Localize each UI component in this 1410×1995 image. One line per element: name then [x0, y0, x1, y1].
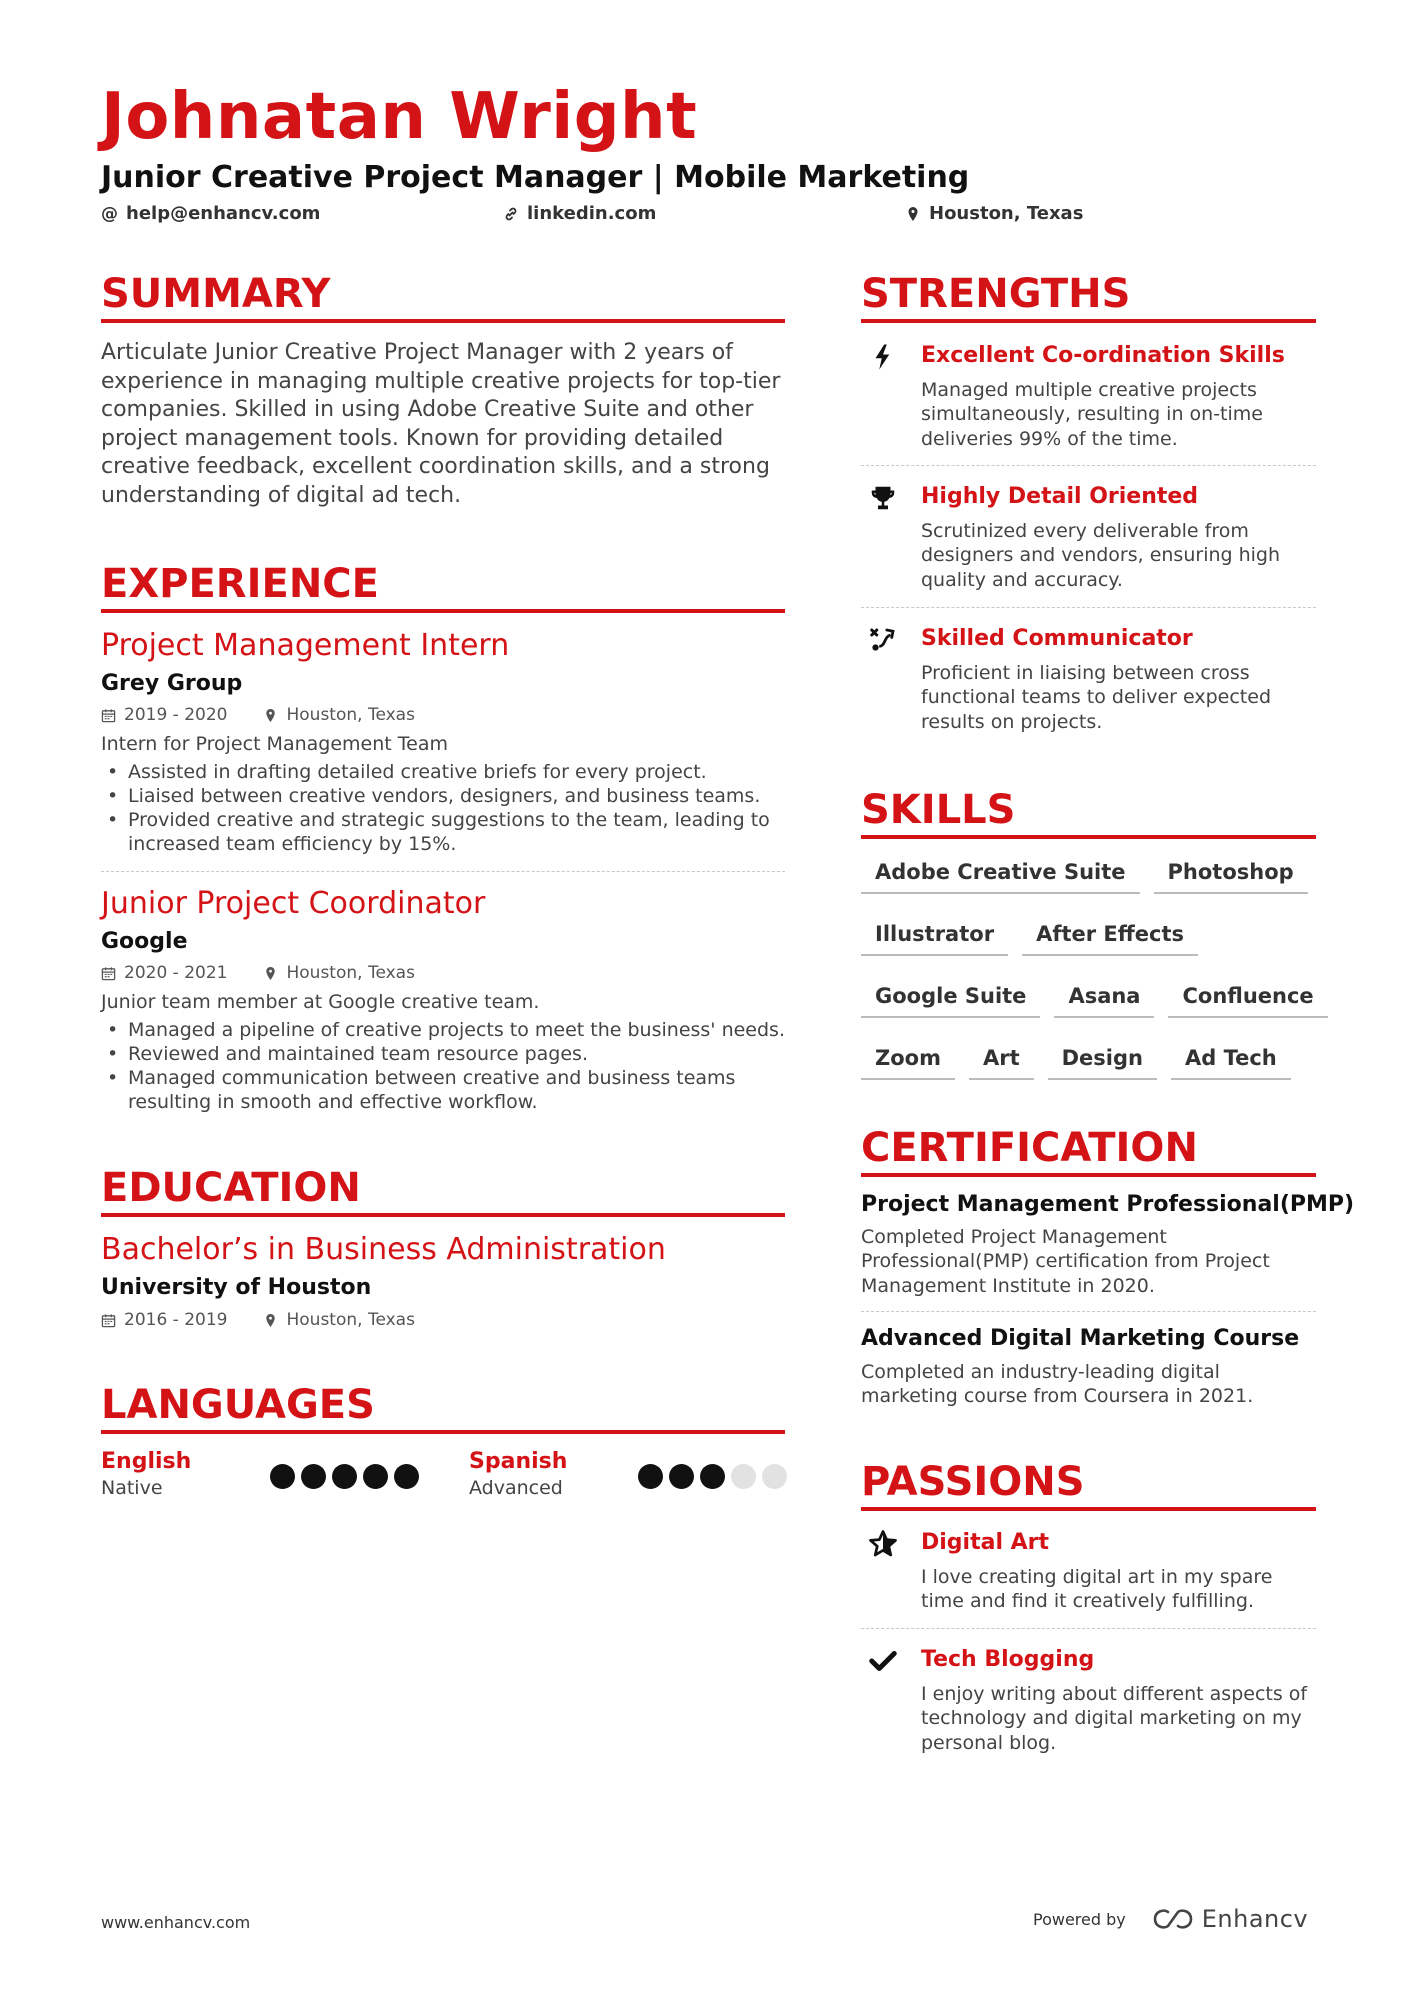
footer-branding [1033, 1905, 1308, 1933]
skills-list [861, 856, 1331, 1104]
contact-link[interactable] [503, 203, 656, 224]
job-company: Grey Group [101, 671, 243, 696]
strength-text: Proficient in liaising between cross functional teams to deliver expected results on projects. [921, 662, 1272, 733]
job-location: Houston, Texas [286, 963, 415, 983]
skill-tag: Zoom [861, 1042, 955, 1080]
link-icon [503, 206, 519, 222]
job-bullets [101, 760, 791, 857]
rating-dot-empty [762, 1464, 787, 1489]
divider [861, 465, 1316, 466]
divider [861, 1628, 1316, 1629]
rating-dot-filled [270, 1464, 295, 1489]
skill-tag: Confluence [1168, 980, 1327, 1018]
certification-rule [861, 1173, 1316, 1177]
summary-text: Articulate Junior Creative Project Manager with 2 years of experience in managing multiple creative projects for top-tier companies. Skilled in using Adobe Creative Suite and other project management tools. Known for providing detailed creative feedback, excellent coordination skills, and a strong understanding of digital ad tech. [101, 340, 781, 508]
strengths-rule [861, 319, 1316, 323]
bullet-item: • Liaised between creative vendors, designers, and business teams. [101, 784, 791, 808]
calendar-icon [101, 708, 116, 723]
job-company: Google [101, 929, 188, 954]
skill-row [861, 918, 1331, 956]
language-rating [270, 1464, 419, 1489]
strength-text: Managed multiple creative projects simultaneously, resulting in on-time deliveries 99% of the time. [921, 379, 1263, 450]
skills-heading: SKILLS [861, 787, 1016, 833]
skill-row [861, 1042, 1331, 1080]
job-description: Junior team member at Google creative team. [101, 991, 540, 1013]
enhancv-logo-icon [1152, 1906, 1194, 1932]
cert-title: Advanced Digital Marketing Course [861, 1326, 1300, 1351]
experience-heading: EXPERIENCE [101, 561, 379, 607]
brand-name: Enhancv [1201, 1905, 1309, 1933]
brand-logo[interactable] [1152, 1905, 1308, 1933]
languages-heading: LANGUAGES [101, 1382, 375, 1428]
calendar-icon [101, 1313, 116, 1328]
rating-dot-filled [301, 1464, 326, 1489]
rating-dot-filled [669, 1464, 694, 1489]
language-level: Native [101, 1477, 163, 1499]
powered-by-text: Powered by [1033, 1909, 1126, 1929]
skill-tag: Asana [1054, 980, 1154, 1018]
experience-rule [101, 609, 785, 613]
cert-title: Project Management Professional(PMP) [861, 1192, 1355, 1217]
passion-title: Tech Blogging [921, 1647, 1095, 1672]
job-bullets [101, 1018, 791, 1115]
link-text: linkedin.com [527, 203, 657, 224]
strategy-icon [866, 623, 900, 657]
rating-dot-filled [363, 1464, 388, 1489]
location-text: Houston, Texas [929, 203, 1084, 224]
at-icon: @ [101, 203, 118, 224]
job-title: Project Management Intern [101, 628, 510, 663]
school-name: University of Houston [101, 1275, 372, 1300]
bullet-item: • Managed communication between creative and business teams resulting in smooth and effective workflow. [101, 1066, 791, 1114]
education-dates: 2016 - 2019 [124, 1310, 228, 1330]
job-dates: 2020 - 2021 [124, 963, 228, 983]
cert-text: Completed Project Management Professional(PMP) certification from Project Management Institute in 2020. [861, 1226, 1270, 1297]
degree-title: Bachelor’s in Business Administration [101, 1232, 666, 1267]
rating-dot-filled [332, 1464, 357, 1489]
strength-title: Skilled Communicator [921, 626, 1193, 651]
passions-heading: PASSIONS [861, 1459, 1085, 1505]
summary-heading: SUMMARY [101, 271, 331, 317]
skill-tag: Illustrator [861, 918, 1008, 956]
passion-text: I love creating digital art in my spare time and find it creatively fulfilling. [921, 1566, 1273, 1613]
rating-dot-empty [731, 1464, 756, 1489]
skills-rule [861, 835, 1316, 839]
cert-text: Completed an industry-leading digital marketing course from Coursera in 2021. [861, 1361, 1254, 1408]
job-dates: 2019 - 2020 [124, 705, 228, 725]
strengths-heading: STRENGTHS [861, 271, 1131, 317]
divider [861, 1311, 1316, 1312]
skill-tag: Art [969, 1042, 1034, 1080]
rating-dot-filled [394, 1464, 419, 1489]
job-meta [101, 705, 415, 725]
language-level: Advanced [469, 1477, 563, 1499]
star-icon [866, 1527, 900, 1561]
certification-heading: CERTIFICATION [861, 1125, 1198, 1171]
location-pin-icon [263, 1313, 278, 1328]
rating-dot-filled [700, 1464, 725, 1489]
lightning-bolt-icon [866, 340, 900, 374]
job-meta [101, 963, 415, 983]
bullet-item: • Provided creative and strategic suggestions to the team, leading to increased team efficiency by 15%. [101, 808, 791, 856]
contact-location [905, 203, 1083, 224]
candidate-name: Johnatan Wright [101, 80, 698, 154]
passion-text: I enjoy writing about different aspects of technology and digital marketing on my personal blog. [921, 1683, 1308, 1754]
email-text: help@enhancv.com [126, 203, 321, 224]
skill-tag: Google Suite [861, 980, 1040, 1018]
education-location: Houston, Texas [286, 1310, 415, 1330]
skill-tag: Photoshop [1154, 856, 1308, 894]
divider [861, 607, 1316, 608]
rating-dot-filled [638, 1464, 663, 1489]
skill-tag: Adobe Creative Suite [861, 856, 1140, 894]
education-meta [101, 1310, 415, 1330]
job-location: Houston, Texas [286, 705, 415, 725]
divider [101, 871, 785, 872]
passion-title: Digital Art [921, 1530, 1050, 1555]
job-description: Intern for Project Management Team [101, 733, 448, 755]
language-name: Spanish [469, 1449, 568, 1474]
bullet-item: • Managed a pipeline of creative projects to meet the business' needs. [101, 1018, 791, 1042]
strength-title: Excellent Co-ordination Skills [921, 343, 1285, 368]
footer-website[interactable]: www.enhancv.com [101, 1913, 251, 1932]
bullet-item: • Reviewed and maintained team resource pages. [101, 1042, 791, 1066]
strength-title: Highly Detail Oriented [921, 484, 1199, 509]
location-pin-icon [905, 206, 921, 222]
job-title: Junior Project Coordinator [101, 886, 486, 921]
skill-tag: Design [1048, 1042, 1157, 1080]
candidate-title: Junior Creative Project Manager | Mobile Marketing [101, 160, 970, 195]
strength-text: Scrutinized every deliverable from designers and vendors, ensuring high quality and accuracy. [921, 520, 1281, 591]
education-heading: EDUCATION [101, 1165, 361, 1211]
skill-row [861, 980, 1331, 1018]
location-pin-icon [263, 708, 278, 723]
trophy-icon [866, 481, 900, 515]
calendar-icon [101, 966, 116, 981]
contact-email[interactable] [101, 203, 320, 224]
education-rule [101, 1213, 785, 1217]
language-name: English [101, 1449, 192, 1474]
passions-rule [861, 1507, 1316, 1511]
skill-row [861, 856, 1331, 894]
skill-tag: After Effects [1022, 918, 1198, 956]
summary-rule [101, 319, 785, 323]
language-rating [638, 1464, 787, 1489]
bullet-item: • Assisted in drafting detailed creative briefs for every project. [101, 760, 791, 784]
location-pin-icon [263, 966, 278, 981]
languages-rule [101, 1430, 785, 1434]
skill-tag: Ad Tech [1171, 1042, 1291, 1080]
checkmark-icon [866, 1644, 900, 1678]
